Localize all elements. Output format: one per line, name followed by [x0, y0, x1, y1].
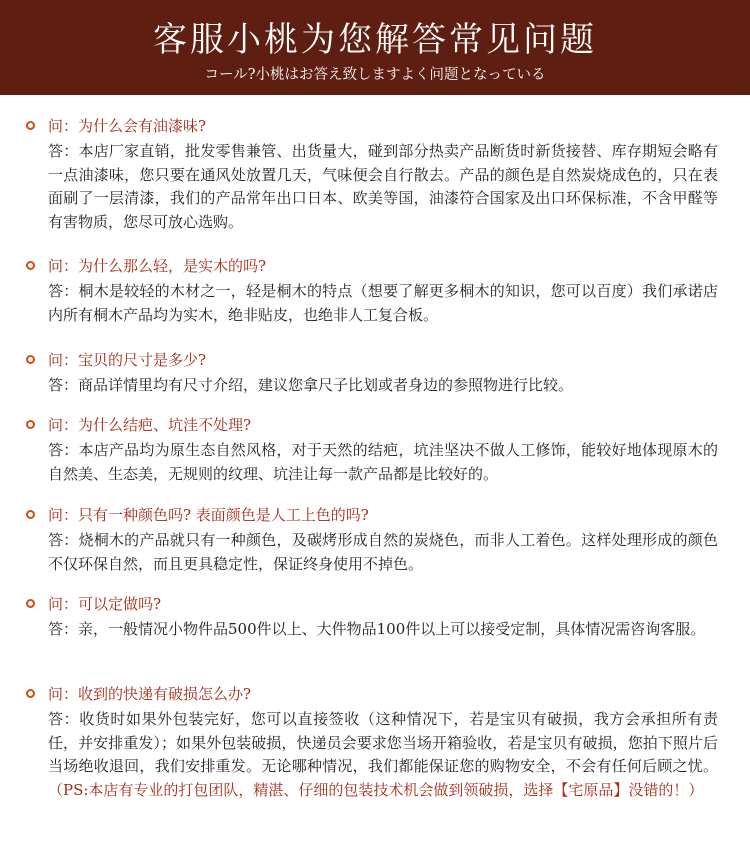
page-subtitle: コール?小桃はお答え致しますよく问题となっている: [204, 67, 546, 83]
faq-list: [0, 113, 750, 831]
header-banner: [0, 0, 750, 95]
faq-question: 问：为什么会有油漆味?: [48, 117, 207, 135]
faq-item-weight: [0, 253, 750, 347]
faq-question: 问：可以定做吗?: [48, 595, 162, 613]
faq-question: 问：为什么结疤、坑洼不处理?: [48, 416, 252, 434]
circle-bullet-icon: [26, 355, 35, 364]
faq-item-knots: [0, 412, 750, 502]
circle-bullet-icon: [26, 121, 35, 130]
faq-item-damage: [0, 681, 750, 831]
faq-item-custom: [0, 591, 750, 681]
faq-answer: 答：亲，一般情况小物件品500件以上、大件物品100件以上可以接受定制，具体情况需咨询客服。: [48, 620, 706, 638]
faq-item-color: [0, 502, 750, 591]
faq-question: 问：只有一种颜色吗? 表面颜色是人工上色的吗?: [48, 506, 369, 524]
faq-question: 问：宝贝的尺寸是多少?: [48, 351, 207, 369]
faq-question: 问：收到的快递有破损怎么办?: [48, 685, 252, 703]
faq-item-size: [0, 347, 750, 412]
ps-note: （PS:本店有专业的打包团队，精湛、仔细的包装技术机会做到领破损，选择【宅原品】没错的！）: [48, 780, 704, 799]
faq-question: 问：为什么那么轻，是实木的吗?: [48, 257, 267, 275]
page-title: 客服小桃为您解答常见问题: [153, 20, 597, 60]
faq-answer-text: 答：收货时如果外包装完好，您可以直接签收（这种情况下，若是宝贝有破损，我方会承担所有责任，并安排重发）；如果外包装破损，快递员会要求您当场开箱验收，若是宝贝有破损，您拍下照片后当场绝收退回，我们安排重发。无论哪种情况，我们都能保证您的购物安全，不会有任何后顾之忧。: [48, 710, 718, 775]
faq-item-smell: [0, 113, 750, 253]
faq-answer: 答：商品详情里均有尺寸介绍，建议您拿尺子比划或者身边的参照物进行比较。: [48, 376, 574, 394]
circle-bullet-icon: [26, 261, 35, 270]
circle-bullet-icon: [26, 420, 35, 429]
faq-answer: 答：本店厂家直销，批发零售兼管、出货量大，碰到部分热卖产品断货时新货接替、库存期短会略有一点油漆味，您只要在通风处放置几天，气味便会自行散去。产品的颜色是自然炭烧成色的，只在表面刷了一层清漆，我们的产品常年出口日本、欧美等国，油漆符合国家及出口环保标准，不含甲醛等有害物质，您尽可放心选购。: [48, 142, 718, 231]
faq-answer: [48, 708, 718, 802]
faq-answer: 答：本店产品均为原生态自然风格，对于天然的结疤，坑洼坚决不做人工修饰，能较好地体现原木的自然美、生态美，无规则的纹理、坑洼让每一款产品都是比较好的。: [48, 441, 718, 483]
circle-bullet-icon: [26, 689, 35, 698]
faq-answer: 答：桐木是较轻的木材之一，轻是桐木的特点（想要了解更多桐木的知识，您可以百度）我们承诺店内所有桐木产品均为实木，绝非贴皮，也绝非人工复合板。: [48, 282, 718, 324]
circle-bullet-icon: [26, 599, 35, 608]
faq-answer: 答：烧桐木的产品就只有一种颜色，及碳烤形成自然的炭烧色，而非人工着色。这样处理形成的颜色不仅环保自然，而且更具稳定性，保证终身使用不掉色。: [48, 531, 718, 573]
circle-bullet-icon: [26, 510, 35, 519]
